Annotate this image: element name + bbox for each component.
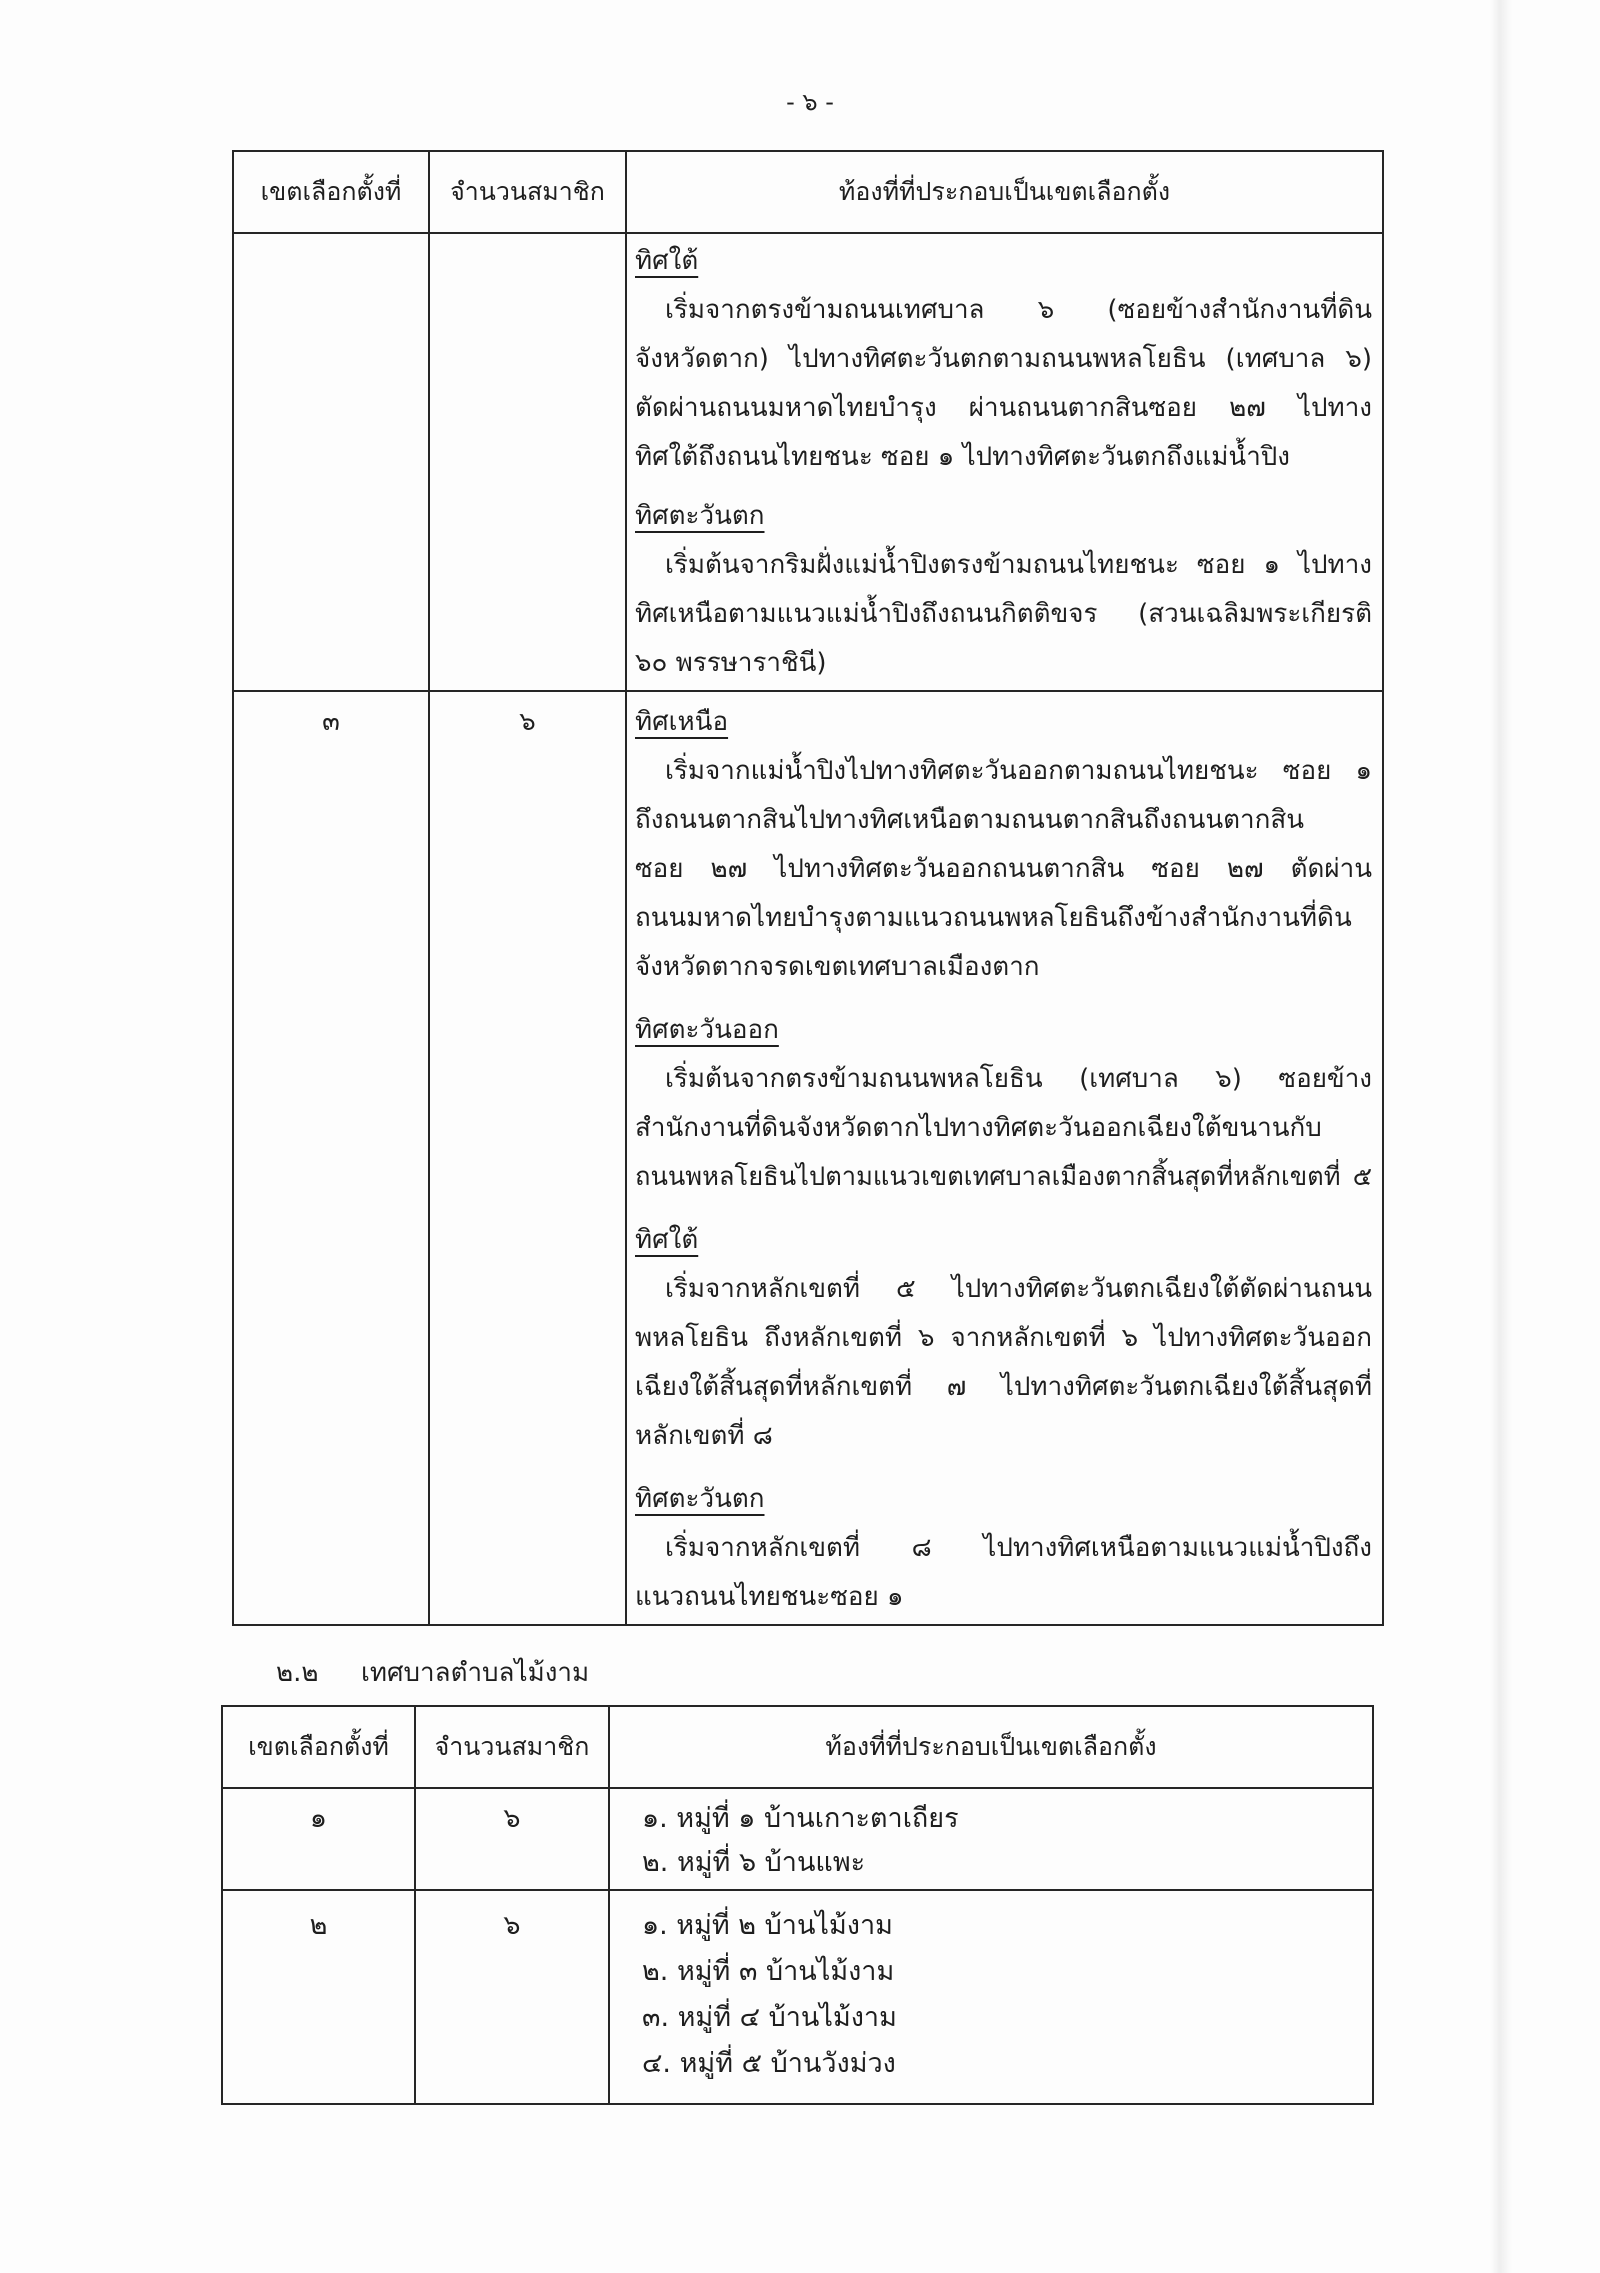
area-cell xyxy=(625,234,1382,690)
section-title: เทศบาลตำบลไม้งาม xyxy=(361,1658,590,1688)
text-line: เริ่มจากแม่น้ำปิงไปทางทิศตะวันออกตามถนนไทยชนะ ซอย ๑ xyxy=(665,756,1372,786)
text-line: เริ่มจากหลักเขตที่ ๘ ไปทางทิศเหนือตามแนวแม่น้ำปิงถึง xyxy=(665,1533,1372,1563)
district-cell: ๓ xyxy=(322,707,340,737)
text-line: เฉียงใต้สิ้นสุดที่หลักเขตที่ ๗ ไปทางทิศตะวันตกเฉียงใต้สิ้นสุดที่ xyxy=(635,1372,1372,1402)
direction-heading: ทิศเหนือ xyxy=(635,707,729,737)
district-cell: ๑ xyxy=(309,1803,328,1834)
text-line: พหลโยธิน ถึงหลักเขตที่ ๖ จากหลักเขตที่ ๖ ไปทางทิศตะวันออก xyxy=(635,1323,1372,1353)
header-district: เขตเลือกตั้งที่ xyxy=(248,1732,389,1761)
district-cell: ๒ xyxy=(309,1910,328,1941)
text-line: จังหวัดตาก) ไปทางทิศตะวันตกตามถนนพหลโยธิน (เทศบาล ๖) xyxy=(635,344,1372,374)
text-line: เริ่มต้นจากตรงข้ามถนนพหลโยธิน (เทศบาล ๖) ซอยข้าง xyxy=(665,1064,1372,1094)
members-cell: ๖ xyxy=(428,692,625,1624)
direction-heading: ทิศใต้ xyxy=(635,1225,699,1255)
scan-edge-shadow xyxy=(1490,0,1512,2273)
section-heading xyxy=(276,1650,589,1696)
text-line: ถนนพหลโยธินไปตามแนวเขตเทศบาลเมืองตากสิ้นสุดที่หลักเขตที่ ๕ xyxy=(635,1162,1372,1192)
members-cell: ๖ xyxy=(414,1789,608,1889)
text-line: หลักเขตที่ ๘ xyxy=(635,1421,773,1451)
header-area: ท้องที่ที่ประกอบเป็นเขตเลือกตั้ง xyxy=(625,152,1382,232)
direction-heading: ทิศตะวันตก xyxy=(635,501,765,531)
text-line: เริ่มจากหลักเขตที่ ๕ ไปทางทิศตะวันตกเฉียงใต้ตัดผ่านถนน xyxy=(665,1274,1372,1304)
village-item: ๓. หมู่ที่ ๔ บ้านไม้งาม xyxy=(642,2002,897,2033)
text-line: เริ่มต้นจากริมฝั่งแม่น้ำปิงตรงข้ามถนนไทยชนะ ซอย ๑ ไปทาง xyxy=(665,550,1372,580)
area-cell xyxy=(625,692,1382,1624)
district-table-1 xyxy=(232,150,1384,1626)
table-header-row xyxy=(234,152,1382,232)
text-line: ทิศเหนือตามแนวแม่น้ำปิงถึงถนนกิตติขจร (สวนเฉลิมพระเกียรติ xyxy=(635,599,1372,629)
members-cell: ๖ xyxy=(414,1891,608,2103)
text-line: ทิศใต้ถึงถนนไทยชนะ ซอย ๑ ไปทางทิศตะวันตกถึงแม่น้ำปิง xyxy=(635,442,1290,472)
table-header-row xyxy=(223,1707,1372,1787)
area-cell xyxy=(608,1789,1372,1889)
text-line: จังหวัดตากจรดเขตเทศบาลเมืองตาก xyxy=(635,952,1040,982)
text-line: ๖๐ พรรษาราชินี) xyxy=(635,648,827,678)
page-number: - ๖ - xyxy=(786,88,834,116)
area-cell xyxy=(608,1891,1372,2103)
village-item: ๒. หมู่ที่ ๖ บ้านแพะ xyxy=(642,1847,866,1878)
text-line: สำนักงานที่ดินจังหวัดตากไปทางทิศตะวันออกเฉียงใต้ขนานกับ xyxy=(635,1113,1322,1143)
district-cell xyxy=(234,234,428,690)
members-cell xyxy=(428,234,625,690)
text-line: ตัดผ่านถนนมหาดไทยบำรุง ผ่านถนนตากสินซอย ๒๗ ไปทาง xyxy=(635,393,1372,423)
table-row xyxy=(234,232,1382,690)
direction-heading: ทิศใต้ xyxy=(635,246,699,276)
village-item: ๑. หมู่ที่ ๒ บ้านไม้งาม xyxy=(642,1910,893,1941)
table-row xyxy=(223,1889,1372,2103)
header-members: จำนวนสมาชิก xyxy=(414,1707,608,1787)
header-district: เขตเลือกตั้งที่ xyxy=(260,177,402,206)
text-line: ซอย ๒๗ ไปทางทิศตะวันออกถนนตากสิน ซอย ๒๗ ตัดผ่าน xyxy=(635,854,1372,884)
section-number: ๒.๒ xyxy=(276,1658,319,1688)
district-table-2 xyxy=(221,1705,1374,2105)
direction-heading: ทิศตะวันตก xyxy=(635,1484,765,1514)
text-line: แนวถนนไทยชนะซอย ๑ xyxy=(635,1582,904,1612)
text-line: ถึงถนนตากสินไปทางทิศเหนือตามถนนตากสินถึงถนนตากสิน xyxy=(635,805,1305,835)
header-area: ท้องที่ที่ประกอบเป็นเขตเลือกตั้ง xyxy=(608,1707,1372,1787)
village-item: ๒. หมู่ที่ ๓ บ้านไม้งาม xyxy=(642,1956,895,1987)
table-row xyxy=(223,1787,1372,1889)
text-line: ถนนมหาดไทยบำรุงตามแนวถนนพหลโยธินถึงข้างสำนักงานที่ดิน xyxy=(635,903,1352,933)
text-line: เริ่มจากตรงข้ามถนนเทศบาล ๖ (ซอยข้างสำนักงานที่ดิน xyxy=(665,295,1372,325)
direction-heading: ทิศตะวันออก xyxy=(635,1015,779,1045)
village-item: ๔. หมู่ที่ ๕ บ้านวังม่วง xyxy=(642,2048,896,2079)
table-row xyxy=(234,690,1382,1624)
village-item: ๑. หมู่ที่ ๑ บ้านเกาะตาเถียร xyxy=(642,1803,959,1834)
header-members: จำนวนสมาชิก xyxy=(428,152,625,232)
